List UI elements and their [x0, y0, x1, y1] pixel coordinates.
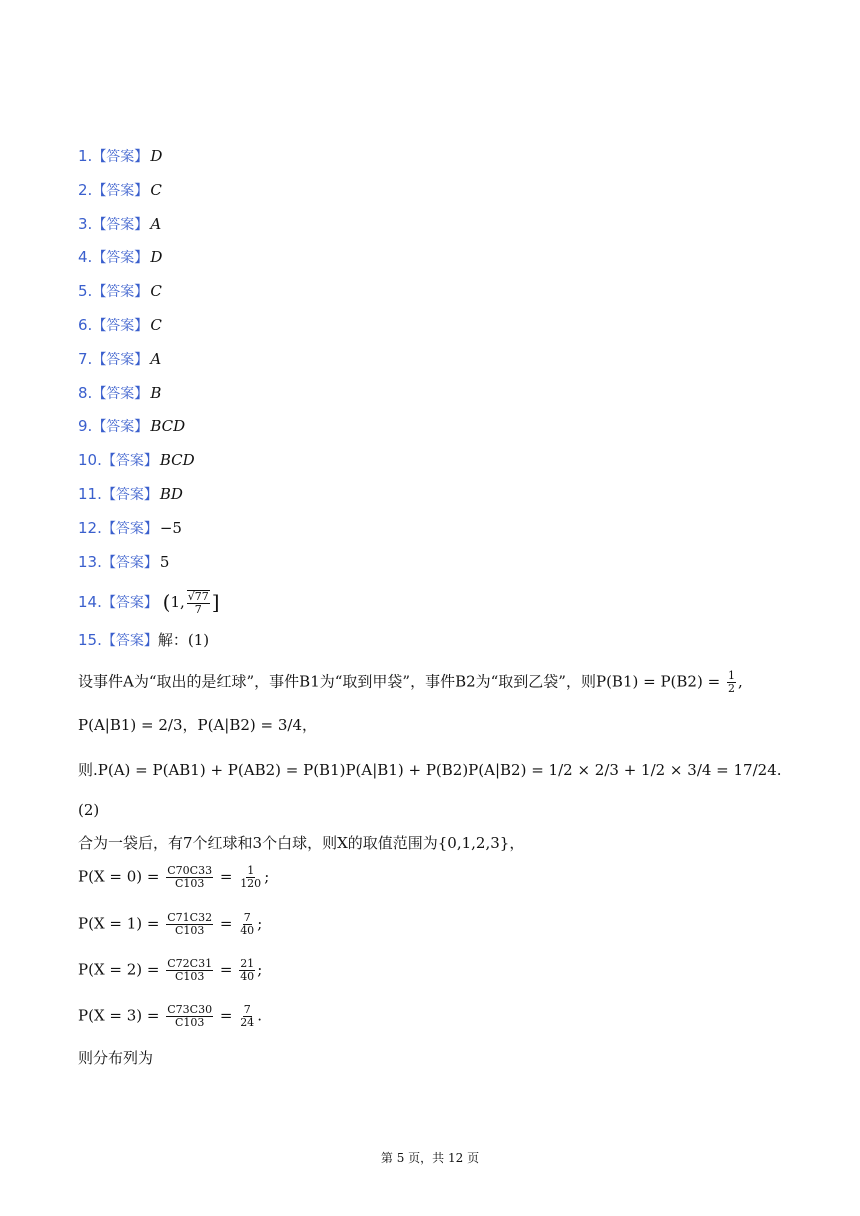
solution-line-2: P(A|B1) = 2/3，P(A|B2) = 3/4，	[78, 716, 317, 734]
interval-left: 1,	[170, 593, 185, 611]
question-number: 1.	[78, 147, 93, 165]
answer-value: BCD	[159, 451, 195, 470]
fraction-numerator: √77	[187, 590, 209, 603]
answer-tag: 【答案】	[92, 149, 149, 165]
prob-lhs: P(X = 1) =	[78, 914, 160, 933]
result-fraction	[239, 912, 255, 937]
distribution-intro: 则分布列为	[78, 1049, 154, 1067]
answer-tag: 【答案】	[92, 318, 149, 334]
answer-tag: 【答案】	[101, 453, 158, 470]
result-fraction	[239, 865, 262, 890]
fraction-numerator: 21	[240, 957, 255, 970]
answer-value: −5	[159, 518, 182, 537]
line1-fraction	[727, 670, 736, 695]
answer-value: A	[150, 349, 162, 368]
solution-line-3: 则.P(A) = P(AB1) + P(AB2) = P(B1)P(A|B1) + P(B2)P(A|B2) = 1/2 × 2/3 + 1/2 × 3/4 = 17/24.	[78, 761, 782, 779]
line-end: .	[257, 1006, 262, 1025]
answer-item	[78, 349, 161, 370]
line-end: ;	[264, 867, 270, 886]
fraction-denominator: 7	[194, 603, 202, 616]
fraction-denominator: 40	[240, 924, 255, 937]
fraction-numerator: C70C33	[167, 864, 213, 877]
fraction-denominator: 120	[240, 877, 262, 890]
fraction-numerator: 1	[727, 669, 735, 682]
answer-value: BCD	[150, 417, 186, 436]
question-number: 6.	[78, 316, 93, 334]
answer-item	[78, 146, 162, 167]
answer-value: BD	[159, 485, 183, 503]
answer-value: A	[150, 214, 162, 233]
solution-line-1: 设事件A为“取出的是红球”，事件B1为“取到甲袋”，事件B2为“取到乙袋”，则P(B1) = P(B2) = $\frac{1}{2}$ ,	[78, 669, 743, 695]
answer-tag: 【答案】	[92, 419, 149, 436]
fraction-numerator: C71C32	[167, 911, 213, 924]
fraction-denominator: 2	[727, 682, 735, 695]
question-number: 11.	[78, 485, 102, 503]
question-number: 13.	[78, 552, 102, 571]
answer-item	[78, 383, 161, 404]
answer-item-15	[78, 630, 209, 651]
answer-item	[78, 450, 195, 471]
part2-text: 合为一袋后，有7个红球和3个白球，则X的取值范围为{0,1,2,3}，	[78, 834, 525, 852]
answer-item	[78, 518, 182, 539]
question-number: 5.	[78, 282, 93, 301]
close-bracket: ]	[211, 590, 220, 614]
fraction-numerator: 7	[243, 1003, 251, 1016]
answer-tag: 【答案】	[101, 487, 158, 503]
fraction-numerator: 7	[243, 911, 251, 924]
answer-value: D	[150, 147, 163, 165]
answer-item	[78, 552, 169, 573]
prob-lhs: P(X = 0) =	[78, 867, 160, 886]
fraction-denominator: C103	[174, 970, 205, 983]
answer-tag: 【答案】	[92, 351, 149, 368]
prob-lhs: P(X = 3) =	[78, 1006, 160, 1025]
question-number: 9.	[78, 417, 93, 436]
question-number: 12.	[78, 518, 102, 537]
answer-value: 5	[159, 552, 170, 571]
answer-tag: 【答案】	[101, 595, 158, 611]
open-paren: (	[162, 590, 171, 614]
question-number: 4.	[78, 248, 93, 267]
fraction-denominator: 40	[240, 970, 255, 983]
fraction-denominator: C103	[174, 877, 205, 890]
probability-line: P(X = 1) = $\frac{C71C32}{C103}$ = $\frac{7}{40}$ ;	[78, 911, 263, 937]
fraction-denominator: C103	[174, 1016, 205, 1029]
answer-tag: 【答案】	[92, 182, 149, 199]
page-footer: 第 5 页，共 12 页	[380, 1151, 480, 1165]
probability-line: P(X = 0) = $\frac{C70C33}{C103}$ = $\frac{1}{120}$ ;	[78, 864, 270, 890]
answer-value: B	[150, 383, 162, 402]
fraction-numerator: 1	[247, 864, 255, 877]
part2-label: (2)	[78, 801, 100, 819]
question-number: 10.	[78, 451, 102, 470]
probability-line: P(X = 3) = $\frac{C73C30}{C103}$ = $\frac{7}{24}$ .	[78, 1003, 262, 1029]
combination-fraction	[166, 958, 213, 983]
answer-item	[78, 214, 161, 235]
line1-text: 设事件A为“取出的是红球”，事件B1为“取到甲袋”，事件B2为“取到乙袋”，则P(B1) = P(B2) =	[78, 672, 721, 691]
answer-tag: 【答案】	[101, 554, 158, 571]
line-end: ;	[257, 960, 263, 979]
combination-fraction	[166, 912, 213, 937]
fraction-denominator: 24	[240, 1016, 255, 1029]
question-number: 2.	[78, 180, 93, 199]
question-number: 14.	[78, 593, 102, 611]
combination-fraction	[166, 865, 213, 890]
answer-tag: 【答案】	[92, 250, 149, 267]
prob-lhs: P(X = 2) =	[78, 960, 160, 979]
fraction-numerator: C72C31	[167, 957, 213, 970]
line-end: ;	[257, 914, 263, 933]
answer-tag: 【答案】	[92, 216, 149, 233]
interval-fraction	[187, 590, 210, 616]
answer-item	[78, 315, 162, 336]
question-number: 8.	[78, 383, 93, 402]
question-number: 3.	[78, 214, 93, 233]
answer-item	[78, 281, 162, 302]
answer-value: C	[150, 180, 162, 199]
question-number: 7.	[78, 349, 93, 368]
answer-value: C	[150, 316, 162, 334]
result-fraction	[239, 1004, 255, 1029]
probability-line: P(X = 2) = $\frac{C72C31}{C103}$ = $\frac{21}{40}$ ;	[78, 957, 263, 983]
answer-value: C	[150, 282, 162, 301]
answer-item	[78, 247, 162, 268]
answer-item	[78, 484, 183, 505]
answer-tag: 【答案】	[92, 385, 149, 402]
answer-tag: 【答案】	[92, 284, 149, 301]
answer-item-14	[78, 590, 220, 616]
answer-item	[78, 416, 185, 437]
answer-tag: 【答案】	[101, 520, 158, 537]
question-number: 15.	[78, 631, 102, 649]
combination-fraction	[166, 1004, 213, 1029]
answer-value: D	[150, 248, 163, 267]
result-fraction	[239, 958, 255, 983]
fraction-numerator: C73C30	[167, 1003, 213, 1016]
solution-intro: 解：(1)	[157, 631, 210, 649]
answer-item	[78, 180, 162, 201]
fraction-denominator: C103	[174, 924, 205, 937]
answer-tag: 【答案】	[101, 633, 158, 649]
